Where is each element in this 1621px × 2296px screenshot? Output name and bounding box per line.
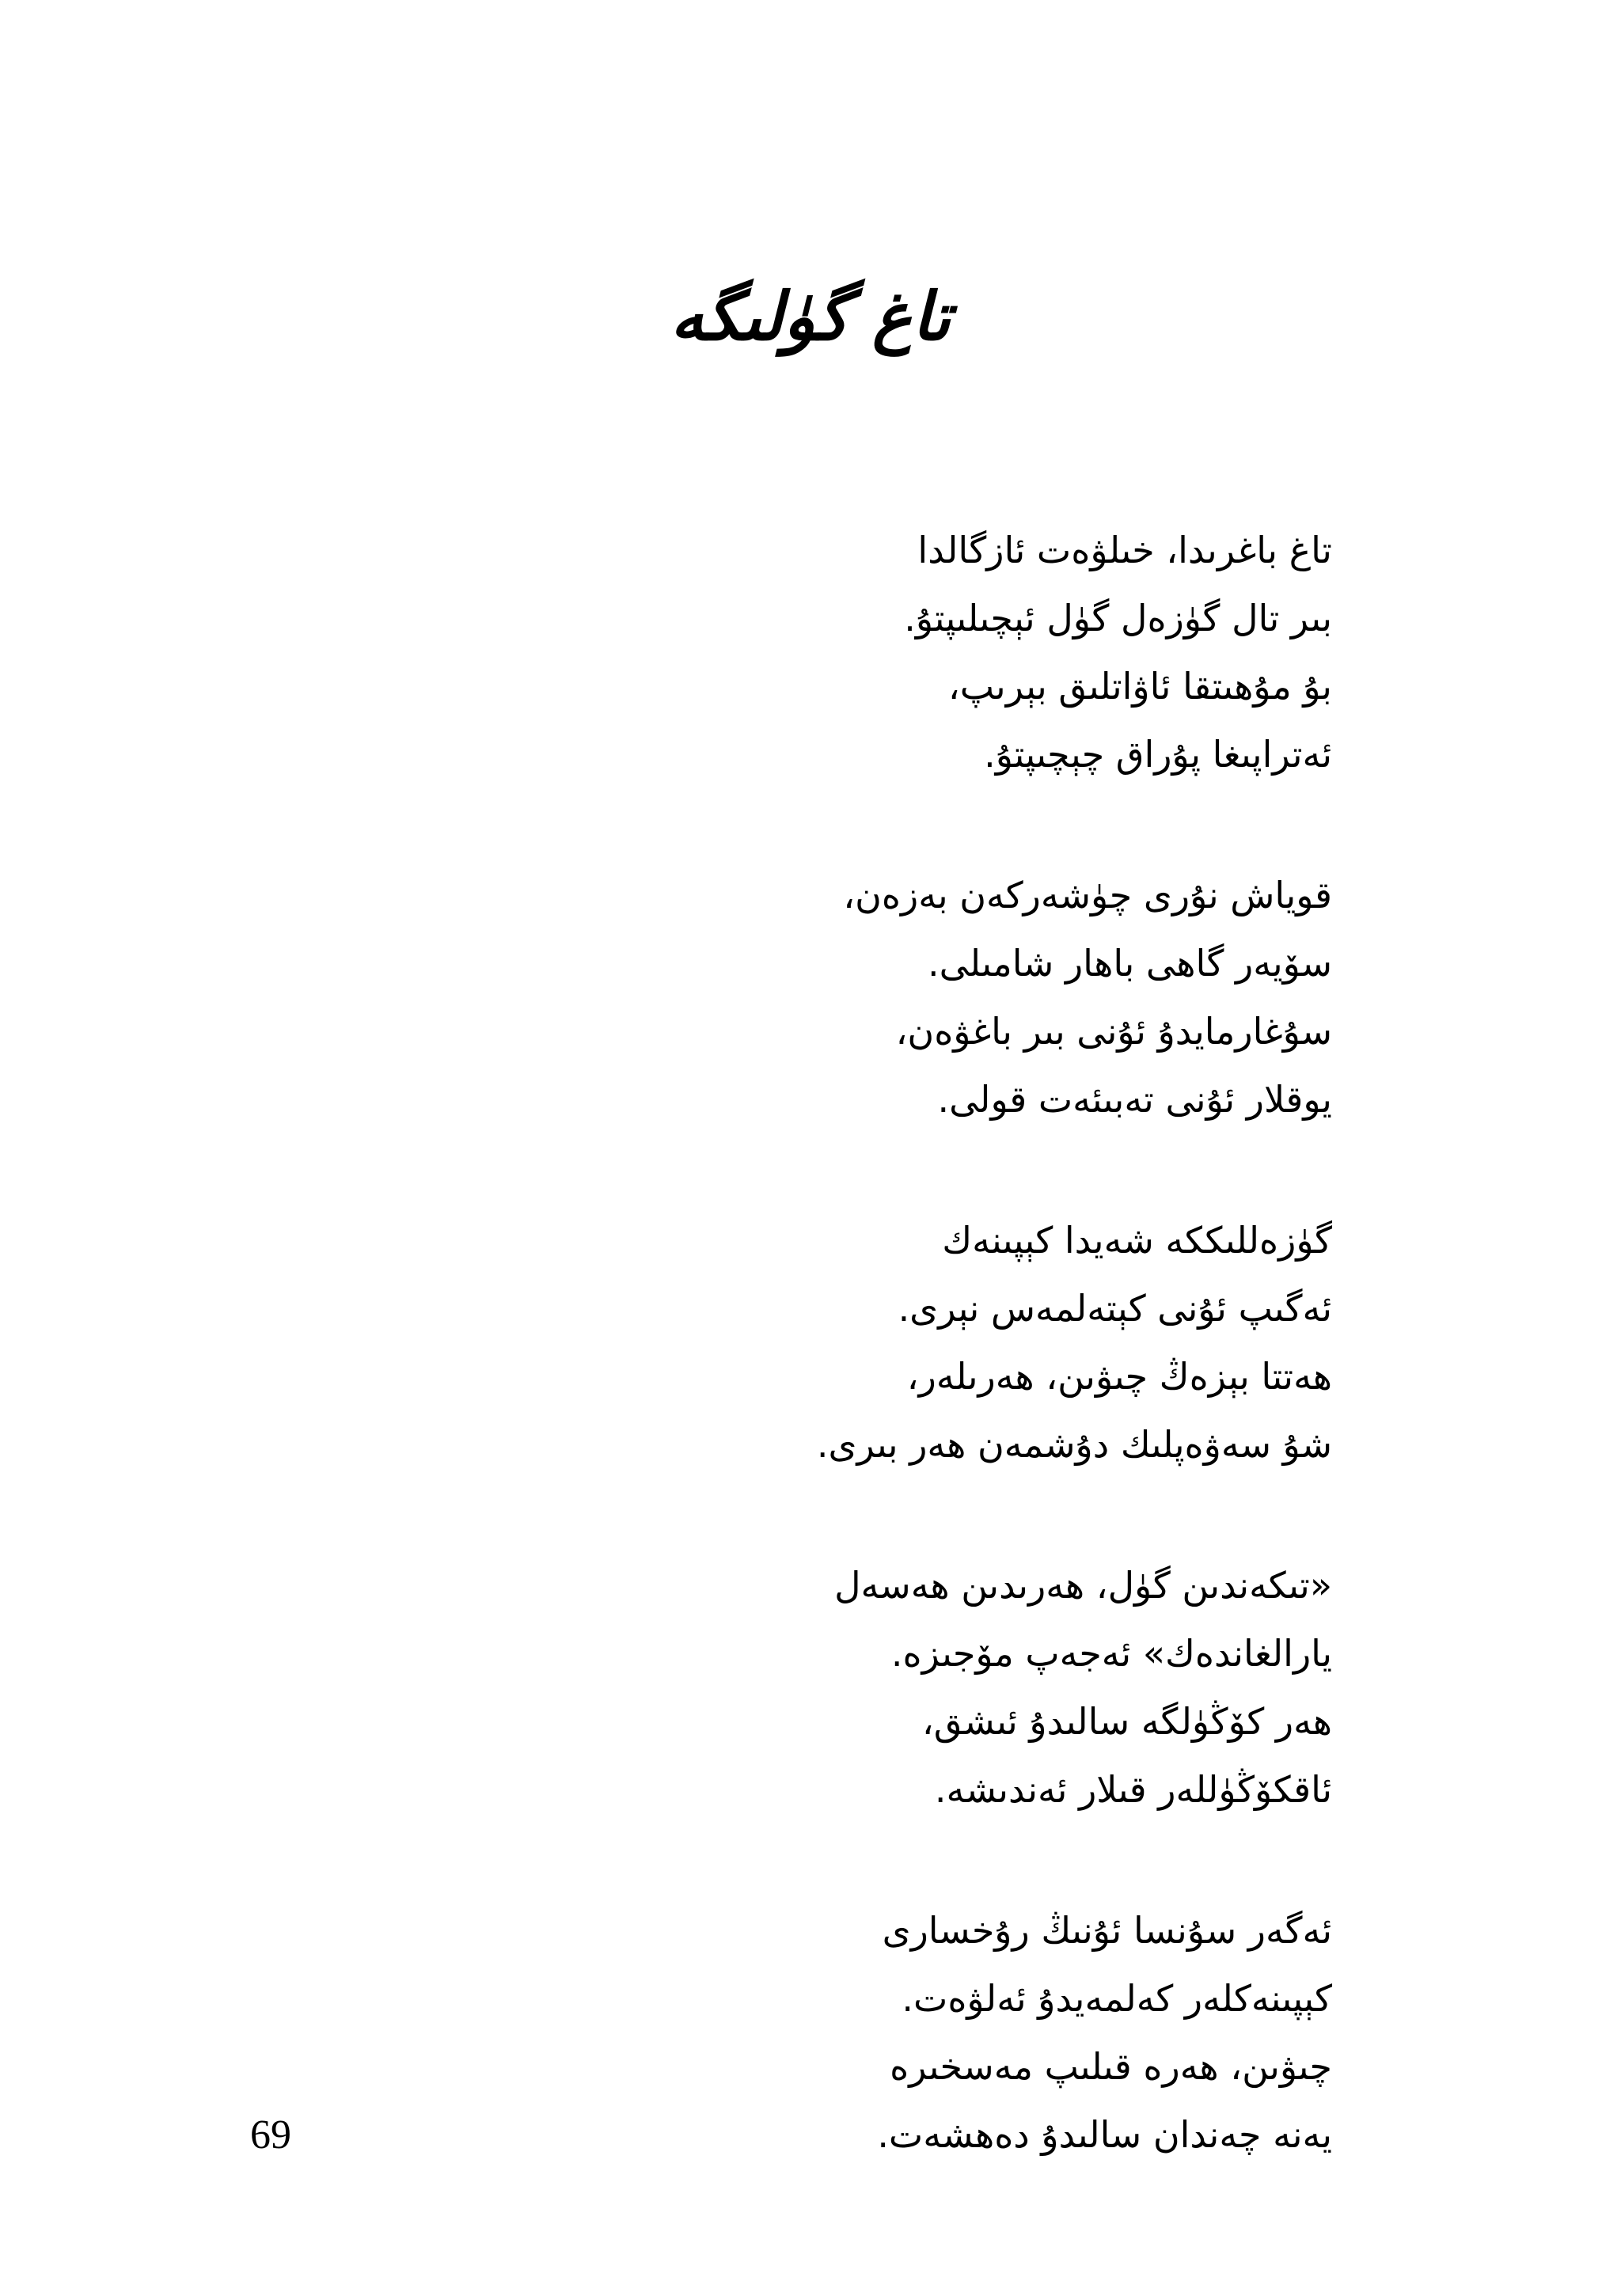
poem-line: ئەتراپىغا پۇراق چېچىپتۇ. <box>984 733 1332 776</box>
poem-line: كېپىنەكلەر كەلمەيدۇ ئەلۋەت. <box>902 1977 1332 2020</box>
poem-line: ھەتتا بېزەڭ چىۋىن، ھەرىلەر، <box>906 1355 1332 1398</box>
poem-body <box>461 516 1332 2241</box>
poem-line: قوياش نۇرى چۈشەركەن بەزەن، <box>843 874 1332 917</box>
poem-line: گۈزەللىككە شەيدا كېپىنەك <box>942 1219 1332 1262</box>
poem-line: يوقلار ئۇنى تەبىئەت قولى. <box>937 1078 1332 1121</box>
stanza-3 <box>461 1206 1332 1478</box>
poem-line: يارالغاندەك» ئەجەپ مۆجىزە. <box>890 1632 1332 1675</box>
poem-line: يەنە چەندان سالىدۇ دەھشەت. <box>877 2113 1332 2156</box>
stanza-1 <box>461 516 1332 788</box>
poem-line: بۇ مۇھىتقا ئاۋاتلىق بېرىپ، <box>947 665 1332 708</box>
poem-line: ھەر كۆڭۈلگە سالىدۇ ئىشق، <box>921 1700 1332 1743</box>
poem-title: تاغ گۈلىگە <box>670 278 951 355</box>
poem-line: ئەگىپ ئۇنى كېتەلمەس نېرى. <box>898 1287 1332 1330</box>
poem-line: سۆيەر گاھى باھار شامىلى. <box>928 942 1332 985</box>
poem-line: بىر تال گۈزەل گۈل ئېچىلىپتۇ. <box>904 597 1332 639</box>
stanza-5 <box>461 1896 1332 2169</box>
page-number: 69 <box>250 2112 291 2157</box>
poem-line: تاغ باغرىدا، خىلۋەت ئازگالدا <box>917 529 1332 571</box>
poem-line: «تىكەندىن گۈل، ھەرىدىن ھەسەل <box>834 1564 1332 1607</box>
stanza-2 <box>461 861 1332 1133</box>
poem-line: سۇغارمايدۇ ئۇنى بىر باغۋەن، <box>895 1010 1332 1053</box>
poem-line: ئاقكۆڭۈللەر قىلار ئەندىشە. <box>934 1768 1332 1811</box>
poem-line: شۇ سەۋەپلىك دۇشمەن ھەر بىرى. <box>816 1423 1332 1466</box>
poem-line: چىۋىن، ھەرە قىلىپ مەسخىرە <box>890 2045 1332 2088</box>
stanza-4 <box>461 1551 1332 1824</box>
poem-line: ئەگەر سۇنسا ئۇنىڭ رۇخسارى <box>882 1909 1332 1952</box>
